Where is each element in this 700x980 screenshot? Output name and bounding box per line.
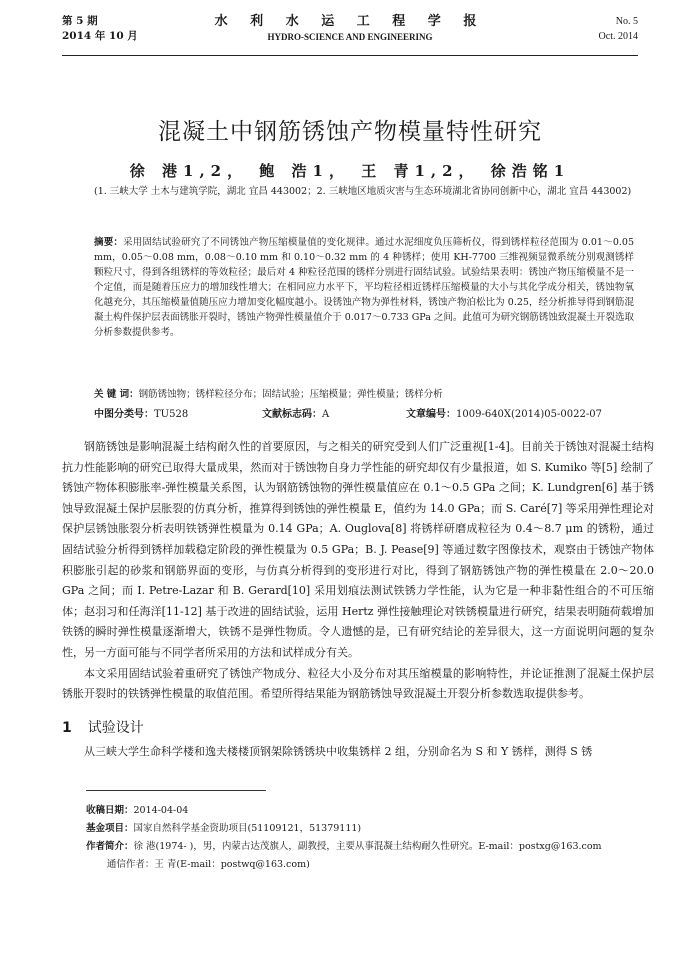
keywords <box>94 387 634 402</box>
issue-date: 2014 年 10 月 <box>62 30 138 42</box>
keywords-label: 关 键 词： <box>94 389 139 400</box>
body-text <box>62 437 654 705</box>
author-label: 作者简介： <box>86 841 134 852</box>
contact-label: 通信作者： <box>106 859 155 870</box>
journal-name-en: HYDRO-SCIENCE AND ENGINEERING <box>267 32 433 42</box>
paper-title: 混凝土中钢筋锈蚀产物模量特性研究 <box>158 119 542 145</box>
footnote-rule <box>86 790 266 791</box>
body-paragraph-2: 本文采用固结试验着重研究了锈蚀产物成分、粒径大小及分布对其压缩模量的影响特性，并论证推测了混凝土保护层锈胀开裂时的铁锈弹性模量的取值范围。希望所得结果能为钢筋锈蚀导致混凝土开裂分析参数选取提供参考。 <box>62 666 654 701</box>
clc-code <box>94 405 188 420</box>
section-number: 1 <box>62 720 72 736</box>
footnotes <box>86 802 656 874</box>
journal-name-cn: 水 利 水 运 工 程 学 报 <box>214 14 486 29</box>
author-value: 徐 港(1974- )，男，内蒙古达茂旗人，副教授，主要从事混凝土结构耐久性研究。E-mail：postxg@163.com <box>133 841 602 852</box>
article-label: 文章编号： <box>406 409 456 420</box>
issue-number-en: No. 5 <box>615 16 638 27</box>
doc-code <box>262 405 329 420</box>
classification-line <box>94 405 634 421</box>
affiliations: (1. 三峡大学 土木与建筑学院，湖北 宜昌 443002；2. 三峡地区地质灾害与生态环境湖北省协同创新中心，湖北 宜昌 443002) <box>94 186 632 197</box>
keywords-text: 钢筋锈蚀物；锈样粒径分布；固结试验；压缩模量；弹性模量；锈样分析 <box>138 389 443 400</box>
author-list: 徐 港1,2， 鲍 浩1， 王 青1,2， 徐浩铭1 <box>129 162 571 180</box>
corresponding-author <box>86 856 656 874</box>
body-paragraph-1: 钢筋锈蚀是影响混凝土结构耐久性的首要原因，与之相关的研究受到人们广泛重视[1-4]。目前关于锈蚀对混凝土结构抗力性能影响的研究已取得大量成果，然而对于锈蚀物自身力学性能的研究却仅有少量报道，如 S. Kumiko 等[5] 绘制了锈蚀产物体积膨胀率-弹性模量关系图，认为钢筋锈蚀物的弹性模量值应在 0.1～0.5 GPa 之间；K. Lundgren[6] 基于锈蚀导致混凝土保护层胀裂的仿真分析，推算得到锈蚀的弹性模量 E，值约为 14.0 GPa；而 S. Caré[7] 等采用弹性理论对保护层锈蚀胀裂分析表明铁锈弹性模量为 0.14 GPa；A. Ouglova[8] 将锈样研磨成粒径为 0.4～8.7 μm 的锈粉，通过固结试验分析得到锈样加载稳定阶段的弹性模量为 0.5 GPa；B. J. Pease[9] 等通过数字图像技术，观察由于锈蚀产物体积膨胀引起的砂浆和钢筋界面的变形，与仿真分析得到的变形进行对比，得到了钢筋锈蚀产物的弹性模量在 2.0～20.0 GPa 之间；而 I. Petre-Lazar 和 B. Gerard[10] 采用划痕法测试铁锈力学性能，认为它是一种非黏性组合的不可压缩体；赵羽习和任海洋[11-12] 基于改进的固结试验，运用 Hertz 弹性接触理论对铁锈模量进行研究，结果表明随荷载增加铁锈的瞬时弹性模量逐渐增大，铁锈不是弹性物质。令人遗憾的是，已有研究结论的差异很大，这一方面说明问题的复杂性，另一方面可能与不同学者所采用的方法和试样成分有关。 <box>62 440 654 659</box>
abstract <box>94 235 634 340</box>
header-right <box>599 14 638 44</box>
issue-number: 第 5 期 <box>62 15 98 27</box>
article-value: 1009-640X(2014)05-0022-07 <box>456 409 602 420</box>
received-value: 2014-04-04 <box>133 805 189 816</box>
fund-info <box>86 820 656 838</box>
journal-name <box>62 14 638 44</box>
clc-label: 中图分类号： <box>94 409 154 420</box>
received-label: 收稿日期： <box>86 805 134 816</box>
received-date <box>86 802 656 820</box>
article-number <box>406 405 602 420</box>
issue-date-en: Oct. 2014 <box>598 31 638 42</box>
header-rule <box>62 55 638 56</box>
section-title: 试验设计 <box>87 720 144 736</box>
abstract-text: 采用固结试验研究了不同锈蚀产物压缩模量值的变化规律。通过水泥细度负压筛析仪，得到锈样粒径范围为 0.01～0.05 mm，0.05～0.08 mm，0.08～0.10 mm 和 0.10～0.32 mm 的 4 种锈样；使用 KH-7700 三维视频显微系统分别观测锈样颗粒尺寸，得到各组锈样的等效粒径；最后对 4 种粒径范围的锈样分别进行固结试验。试验结果表明：锈蚀产物压缩模量不是一个定值，而是随着压应力的增加线性增大；在相同应力水平下，平均粒径相近锈样压缩模量的大小与其化学成分相关，锈蚀物氧化越充分，其压缩模量值随压应力增加变化幅度越小。设锈蚀产物为弹性材料，锈蚀产物泊松比为 0.25，经分析推导得到钢筋混凝土构件保护层表面锈胀开裂时，锈蚀产物弹性模量值介于 0.017～0.733 GPa 之间。此值可为研究钢筋锈蚀致混凝土开裂选取分析参数提供参考。 <box>94 237 634 338</box>
contact-value: 王 青(E-mail：postwq@163.com) <box>154 859 310 870</box>
fund-value: 国家自然科学基金资助项目(51109121，51379111) <box>133 823 362 834</box>
running-header <box>62 14 638 54</box>
doc-label: 文献标志码： <box>262 409 322 420</box>
clc-value: TU528 <box>154 409 189 420</box>
doc-value: A <box>322 409 330 420</box>
section-heading <box>62 717 144 737</box>
author-bio <box>86 838 656 856</box>
abstract-label: 摘要： <box>94 237 124 248</box>
section-text: 从三峡大学生命科学楼和逸夫楼楼顶钢架除锈锈块中收集锈样 2 组，分别命名为 S 和 Y 锈样，测得 S 锈 <box>84 745 593 758</box>
fund-label: 基金项目： <box>86 823 134 834</box>
